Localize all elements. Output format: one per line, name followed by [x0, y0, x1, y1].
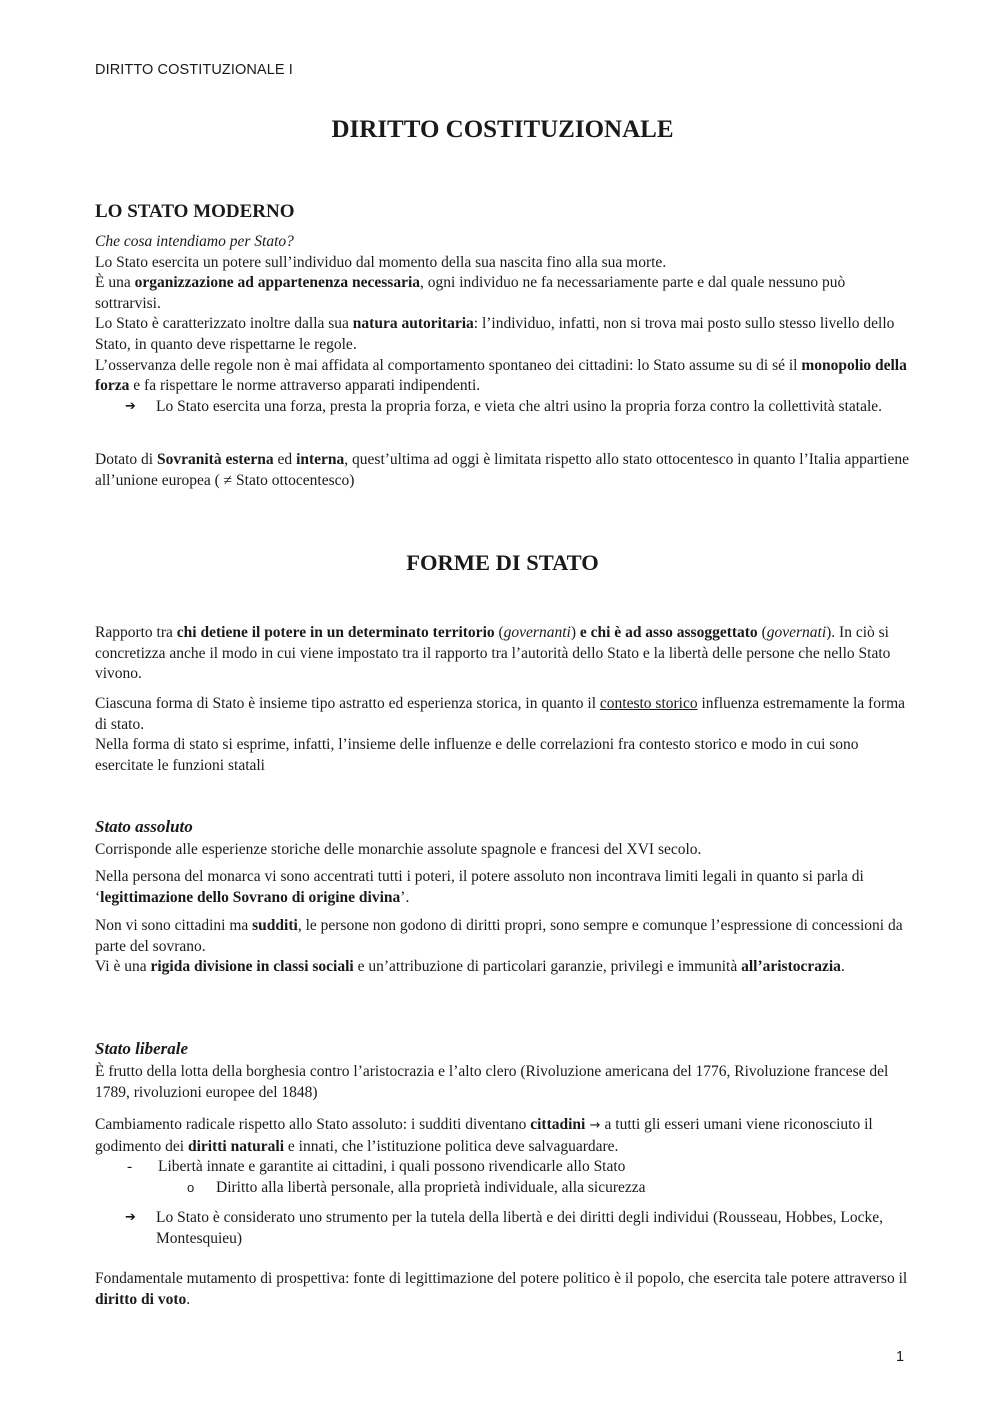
bold-term: Sovranità esterna	[157, 451, 274, 468]
list-item-text: Lo Stato esercita una forza, presta la propria forza, e vieta che altri usino la propria forza contro la collettività statale.	[156, 397, 883, 415]
section-forme-di-stato	[95, 550, 910, 575]
liberale-arrow-item	[95, 1208, 910, 1249]
text: Cambiamento radicale rispetto allo Stato assoluto: i sudditi diventano	[95, 1116, 531, 1133]
paragraph: È frutto della lotta della borghesia contro l’aristocrazia e l’alto clero (Rivoluzione americana del 1776, Rivoluzione francese del 1789, rivoluzioni europee del 1848)	[95, 1063, 889, 1101]
text: ed	[273, 451, 297, 468]
paragraph	[95, 867, 910, 908]
running-header: DIRITTO COSTITUZIONALE I	[95, 62, 293, 78]
liberale-paragraph-2	[95, 1115, 910, 1198]
text: influenza estremamente la forma di stato.	[95, 695, 906, 733]
text: (	[494, 624, 504, 641]
text: Fondamentale mutamento di prospettiva: fonte di legittimazione del potere politico è il popolo, che esercita tale potere attraverso il	[95, 1270, 908, 1287]
text: ). In ciò si concretizza anche il modo in cui viene impostato tra il rapporto tra l’autorità dello Stato e la libertà delle persone che nello Stato vivono.	[95, 624, 891, 683]
section-stato-moderno-body	[95, 232, 910, 417]
arrow-right-icon: →	[585, 1118, 605, 1133]
question-text: Che cosa intendiamo per Stato?	[95, 233, 294, 250]
paragraph	[95, 1115, 910, 1157]
bold-term: monopolio della forza	[95, 356, 907, 395]
bold-term: natura autoritaria	[352, 315, 474, 333]
text: : l’individuo, infatti, non si trova mai posto sullo stesso livello dello Stato, in quanto deve rispettarne le regole.	[95, 315, 895, 353]
section-stato-liberale	[95, 1039, 910, 1060]
text: (	[757, 624, 767, 641]
paragraph	[95, 694, 910, 735]
arrow-list-item	[125, 1208, 910, 1249]
list-item-text: Libertà innate e garantite ai cittadini, i quali possono rivendicarle allo Stato	[158, 1158, 626, 1176]
arrow-list-item	[125, 397, 910, 418]
document-title-wrap	[95, 116, 910, 143]
sovranita-paragraph	[95, 450, 910, 491]
paragraph: Lo Stato esercita un potere sull’individuo dal momento della sua nascita fino alla sua morte.	[95, 253, 667, 271]
bold-term: all’aristocrazia	[741, 958, 841, 976]
section-heading: Stato liberale	[95, 1039, 189, 1058]
list-item-text: Lo Stato è considerato uno strumento per la tutela della libertà e dei diritti degli individui (Rousseau, Hobbes, Locke, Montesquieu)	[156, 1209, 884, 1247]
dash-bullet-icon: -	[127, 1158, 133, 1176]
text: e innati, che l’istituzione politica deve salvaguardare.	[284, 1137, 619, 1155]
paragraph: Corrisponde alle esperienze storiche delle monarchie assolute spagnole e francesi del XVI secolo.	[95, 841, 702, 858]
section-heading: LO STATO MODERNO	[95, 201, 295, 222]
liberale-paragraph-3	[95, 1269, 910, 1310]
page-number: 1	[896, 1349, 905, 1365]
text: .	[186, 1290, 191, 1308]
assoluto-paragraph-2	[95, 867, 910, 908]
paragraph	[95, 623, 910, 685]
text: Dotato di	[95, 451, 157, 468]
assoluto-paragraph-1	[95, 840, 910, 861]
section-stato-moderno	[95, 202, 910, 223]
bold-term: rigida divisione in classi sociali	[150, 958, 354, 976]
paragraph	[95, 957, 910, 978]
paragraph	[95, 314, 910, 355]
text: Ciascuna forma di Stato è insieme tipo astratto ed esperienza storica, in quanto il	[95, 695, 600, 712]
text: )	[570, 624, 580, 641]
text: , ogni individuo ne fa necessariamente parte e dal quale nessuno può sottrarvisi.	[95, 274, 846, 312]
arrow-bullet-icon: ➔	[125, 398, 136, 414]
text: Vi è una	[95, 958, 151, 976]
italic-term: governati	[766, 624, 827, 641]
text: e un’attribuzione di particolari garanzie, privilegi e immunità	[353, 958, 742, 976]
section-heading: Stato assoluto	[95, 817, 193, 836]
paragraph	[95, 356, 910, 397]
bold-term: cittadini	[530, 1116, 586, 1133]
paragraph	[95, 232, 910, 253]
text: Nella persona del monarca vi sono accentrati tutti i poteri, il potere assoluto non incontrava limiti legali in quanto si parla di ‘	[95, 868, 864, 906]
italic-term: governanti	[503, 624, 571, 641]
bold-term: organizzazione ad appartenenza necessaria	[134, 274, 421, 292]
text: .	[840, 958, 845, 976]
underlined-term: contesto storico	[599, 695, 698, 712]
text: e fa rispettare le norme attraverso apparati indipendenti.	[129, 377, 481, 395]
circle-bullet-icon: o	[187, 1179, 195, 1195]
forme-paragraph-2	[95, 694, 910, 776]
liberale-paragraph-1	[95, 1062, 910, 1103]
bold-term: legittimazione dello Sovrano di origine divina	[100, 888, 401, 906]
text: L’osservanza delle regole non è mai affidata al comportamento spontaneo dei cittadini: lo Stato assume su di sé il	[95, 356, 802, 374]
bold-term: sudditi	[252, 917, 298, 934]
text: , quest’ultima ad oggi è limitata rispetto allo stato ottocentesco in quanto l’Italia appartiene all’unione europea ( ≠ Stato ottocentesco)	[95, 451, 910, 489]
section-stato-assoluto	[95, 817, 910, 838]
bold-term: interna	[296, 451, 345, 468]
text: ’.	[400, 888, 410, 906]
bold-term: diritti naturali	[188, 1137, 285, 1155]
text: Rapporto tra	[95, 624, 177, 641]
text: È una	[95, 274, 135, 292]
arrow-bullet-icon: ➔	[125, 1210, 136, 1225]
document-title: DIRITTO COSTITUZIONALE	[331, 116, 674, 143]
text: , le persone non godono di diritti propri, sono sempre e comunque l’espressione di concessioni da parte del sovrano.	[95, 917, 903, 955]
paragraph	[95, 450, 910, 491]
list-item-text: Diritto alla libertà personale, alla proprietà individuale, alla sicurezza	[216, 1178, 646, 1196]
bold-term: diritto di voto	[95, 1290, 187, 1308]
circle-list-item	[187, 1178, 910, 1199]
assoluto-paragraph-3	[95, 916, 910, 978]
text: Non vi sono cittadini ma	[95, 917, 253, 934]
paragraph	[95, 916, 910, 957]
paragraph	[95, 273, 910, 314]
bold-term: e chi è ad asso assoggettato	[579, 624, 758, 641]
bold-term: chi detiene il potere in un determinato territorio	[176, 624, 495, 641]
dash-list-item	[125, 1157, 910, 1178]
section-heading: FORME DI STATO	[406, 550, 599, 575]
text: a tutti gli esseri umani viene riconosciuto il godimento dei	[95, 1116, 873, 1155]
paragraph: Nella forma di stato si esprime, infatti, l’insieme delle influenze e delle correlazioni fra contesto storico e modo in cui sono esercitate le funzioni statali	[95, 736, 859, 774]
text: Lo Stato è caratterizzato inoltre dalla sua	[95, 315, 353, 333]
paragraph	[95, 1269, 910, 1310]
forme-paragraph-1	[95, 623, 910, 685]
